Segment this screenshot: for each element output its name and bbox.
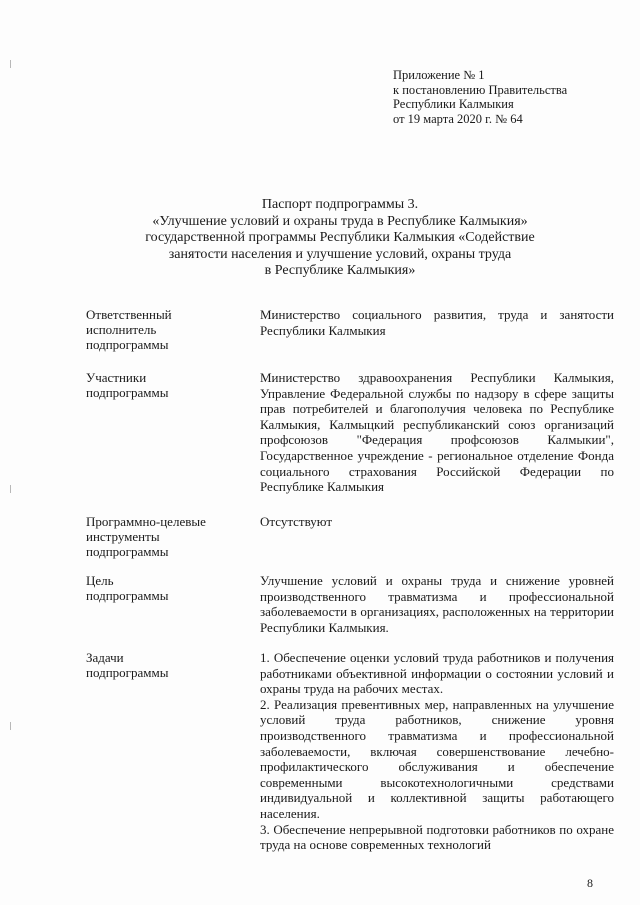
label-line: подпрограммы (86, 385, 169, 400)
title-line: Паспорт подпрограммы 3. (261, 197, 419, 212)
annex-line: Республики Калмыкия (393, 97, 514, 111)
row-label (86, 573, 246, 603)
row-label (86, 370, 246, 400)
value-text: Министерство здравоохранения Республики Калмыкия, Управление Федеральной службы по надзору в сфере защиты прав потребителей и благополучия человека по Республике Калмыкия, Калмыцкий республиканский союз организаций профсоюзов "Федерация профсоюзов Калмыкии", Государственное учреждение - региональное отделение Фонда социального страхования Российской Федерации по Республике Калмыкия (260, 370, 614, 495)
scan-margin-mark (10, 60, 14, 68)
row-value (260, 370, 614, 495)
title-line: в Республике Калмыкия» (264, 263, 416, 279)
document-title (120, 197, 560, 280)
label-line: исполнитель (86, 322, 157, 337)
label-line: Участники (86, 370, 147, 385)
row-value (260, 573, 614, 635)
value-text: Улучшение условий и охраны труда и снижение уровней производственного травматизма и профессиональной заболеваемости в организациях, расположенных на территории Республики Калмыкия. (260, 573, 614, 635)
annex-line: от 19 марта 2020 г. № 64 (393, 111, 523, 126)
label-line: подпрограммы (86, 588, 169, 603)
row-value (260, 650, 614, 853)
label-line: Программно-целевые (86, 514, 206, 529)
label-line: подпрограммы (86, 665, 169, 680)
task-item: 1. Обеспечение оценки условий труда работников и получения работниками объективной информации о состоянии условий и охраны труда на рабочих местах. (260, 650, 614, 697)
label-line: подпрограммы (86, 337, 169, 352)
row-value (260, 514, 614, 530)
page-number: 8 (587, 876, 593, 890)
title-line: «Улучшение условий и охраны труда в Республике Калмыкия» (152, 213, 528, 229)
task-item: 2. Реализация превентивных мер, направленных на улучшение условий труда работников, снижение уровня производственного травматизма и профессиональной заболеваемости, включая совершенствование лечебно-профилактического обслуживания и обеспечение современными высокотехнологичными средствами индивидуальной и коллективной защиты работающего населения. (260, 696, 614, 821)
row-value (260, 307, 614, 338)
annex-line: Приложение № 1 (393, 68, 485, 82)
value-text: Министерство социального развития, труда и занятости Республики Калмыкия (260, 307, 614, 338)
annex-block (393, 68, 603, 126)
row-label (86, 307, 246, 352)
value-text: Отсутствуют (260, 514, 333, 529)
row-label (86, 514, 246, 559)
scan-margin-mark (10, 722, 14, 730)
scan-margin-mark (10, 485, 14, 493)
row-label (86, 650, 246, 680)
title-line: занятости населения и улучшение условий, охраны труда (168, 246, 512, 262)
task-item: 3. Обеспечение непрерывной подготовки работников по охране труда на основе современных технологий (260, 821, 614, 853)
title-line: государственной программы Республики Калмыкия «Содействие (145, 230, 535, 246)
label-line: подпрограммы (86, 544, 169, 559)
label-line: Ответственный (86, 307, 172, 322)
label-line: инструменты (86, 529, 160, 544)
annex-line: к постановлению Правительства (393, 82, 568, 97)
label-line: Цель (86, 573, 114, 588)
label-line: Задачи (86, 650, 124, 665)
